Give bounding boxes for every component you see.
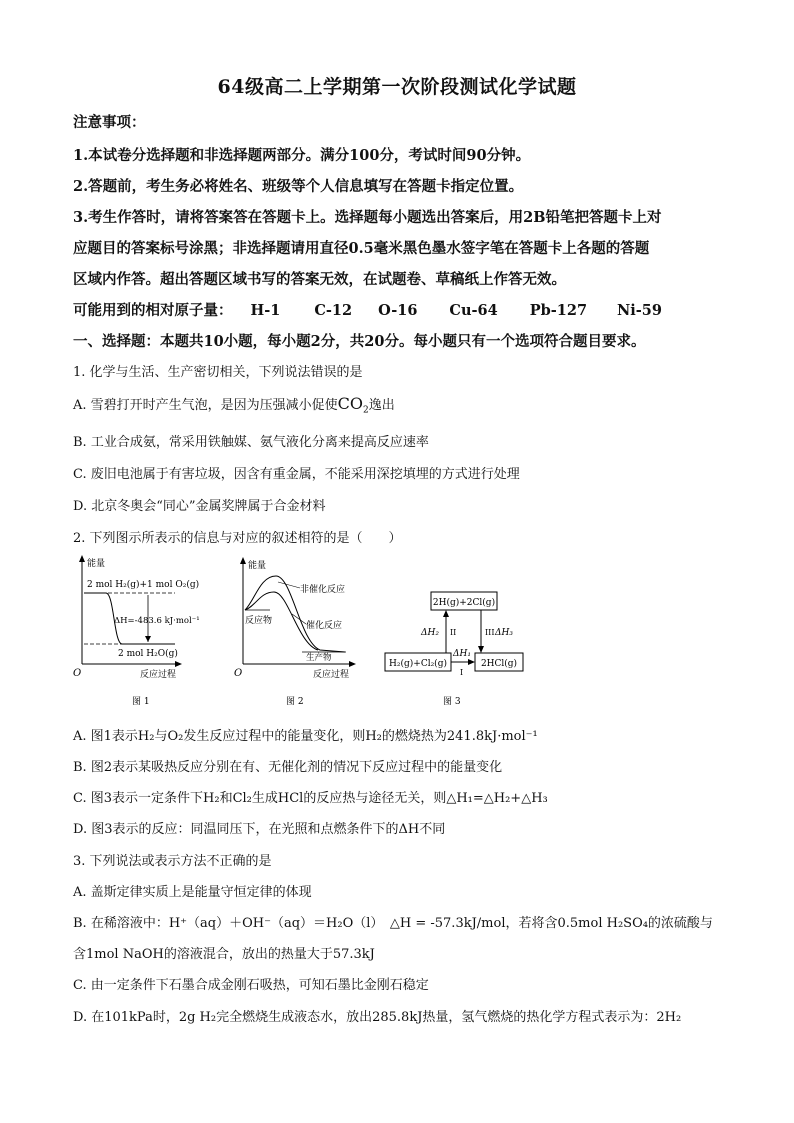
figure-2 — [234, 557, 356, 707]
fig2-uncat-pointer — [278, 582, 300, 588]
q2-option-c: C. 图3表示一定条件下H₂和Cl₂生成HCl的反应热与途径无关，则△H₁=△H₂+△H₃ — [73, 791, 548, 806]
fig1-xlabel: 反应过程 — [140, 670, 177, 680]
atom-c: C-12 — [314, 302, 353, 319]
fig3-r3: III — [485, 628, 495, 637]
q3-stem: 3. 下列说法或表示方法不正确的是 — [73, 854, 272, 869]
atom-h: H-1 — [250, 302, 281, 319]
fig3-r2: II — [450, 628, 457, 637]
q1-option-c: C. 废旧电池属于有害垃圾，因含有重金属，不能采用深挖填埋的方式进行处理 — [73, 467, 520, 482]
atom-o: O-16 — [378, 302, 418, 319]
q1-stem: 1. 化学与生活、生产密切相关，下列说法错误的是 — [73, 365, 363, 380]
atom-cu: Cu-64 — [449, 302, 498, 319]
fig3-caption: 图 3 — [443, 697, 461, 707]
fig3-dh3: ΔH₃ — [495, 628, 513, 638]
fig1-origin: O — [73, 668, 82, 679]
q1-option-d: D. 北京冬奥会“同心”金属奖牌属于合金材料 — [73, 499, 326, 514]
q3-option-d: D. 在101kPa时，2g H₂完全燃烧生成液态水，放出285.8kJ热量，氢气燃烧的热化学方程式表示为：2H₂ — [73, 1010, 682, 1025]
q2-stem: 2. 下列图示所表示的信息与对应的叙述相符的是（ ） — [73, 531, 402, 546]
fig3-path-2-arrow — [443, 610, 449, 617]
q1-option-a — [73, 394, 395, 416]
q1-a-pre: A. 雪碧打开时产生气泡，是因为压强减小促使 — [73, 398, 338, 413]
notice-item-3-cont-2: 区域内作答。超出答题区域书写的答案无效，在试题卷、草稿纸上作答无效。 — [73, 271, 566, 288]
fig2-caption: 图 2 — [286, 697, 304, 707]
fig2-ylabel: 能量 — [248, 561, 267, 571]
q1-a-co: CO — [337, 394, 364, 413]
fig1-y-arrow — [79, 555, 85, 562]
q1-option-b: B. 工业合成氨，常采用铁触媒、氨气液化分离来提高反应速率 — [73, 435, 429, 450]
atom-pb: Pb-127 — [529, 302, 588, 319]
fig2-y-arrow — [240, 557, 246, 564]
q2-figures — [70, 552, 540, 722]
fig1-top-label: 2 mol H₂(g)+1 mol O₂(g) — [87, 580, 200, 590]
q2-option-a: A. 图1表示H₂与O₂发生反应过程中的能量变化，则H₂的燃烧热为241.8kJ·mol⁻¹ — [73, 729, 538, 744]
notice-item-3: 3.考生作答时，请将答案答在答题卡上。选择题每小题选出答案后，用2B铅笔把答题卡上对 — [73, 209, 662, 226]
q2-figures-svg — [70, 552, 540, 722]
fig3-left-box-label: H₂(g)+Cl₂(g) — [389, 659, 447, 669]
atomic-masses-label: 可能用到的相对原子量： — [73, 302, 233, 319]
fig1-dh-label: ΔH=-483.6 kJ·mol⁻¹ — [114, 616, 200, 626]
q2-option-d: D. 图3表示的反应：同温同压下，在光照和点燃条件下的ΔH不同 — [73, 822, 446, 837]
fig1-ylabel: 能量 — [87, 559, 106, 569]
q3-option-c: C. 由一定条件下石墨合成金刚石吸热，可知石墨比金刚石稳定 — [73, 978, 429, 993]
fig3-dh1: ΔH₁ — [453, 649, 471, 659]
atomic-masses — [73, 299, 662, 320]
q2-option-b: B. 图2表示某吸热反应分别在有、无催化剂的情况下反应过程中的能量变化 — [73, 760, 503, 775]
notice-item-1: 1.本试卷分选择题和非选择题两部分。满分100分，考试时间90分钟。 — [73, 147, 531, 164]
q1-a-post: 逸出 — [368, 398, 395, 413]
atom-ni: Ni-59 — [617, 302, 662, 319]
fig2-x-arrow — [349, 661, 356, 667]
fig2-cat-label: 催化反应 — [306, 621, 343, 631]
figure-1 — [73, 555, 200, 707]
fig3-right-box-label: 2HCl(g) — [480, 659, 518, 669]
fig3-dh2: ΔH₂ — [421, 628, 439, 638]
fig1-bottom-label: 2 mol H₂O(g) — [118, 649, 178, 659]
q1-a-sub: 2 — [363, 405, 369, 416]
notice-item-3-cont-1: 应题目的答案标号涂黑；非选择题请用直径0.5毫米黑色墨水签字笔在答题卡上各题的答题 — [73, 240, 650, 257]
fig3-top-box-label: 2H(g)+2Cl(g) — [432, 598, 496, 608]
fig1-caption: 图 1 — [132, 697, 150, 707]
fig3-r1: I — [460, 668, 464, 677]
fig2-product-label: 生产物 — [306, 653, 332, 663]
fig2-reactant-label: 反应物 — [245, 616, 273, 626]
fig1-dh-arrow — [145, 636, 151, 642]
figure-3 — [385, 592, 523, 707]
fig3-path-1-arrow — [468, 659, 475, 665]
q3-option-b-cont: 含1mol NaOH的溶液混合，放出的热量大于57.3kJ — [73, 947, 375, 962]
fig2-origin: O — [234, 668, 243, 679]
fig2-xlabel: 反应过程 — [313, 670, 350, 680]
page-title: 64级高二上学期第一次阶段测试化学试题 — [217, 76, 577, 98]
fig2-uncat-label: 非催化反应 — [300, 585, 346, 595]
fig3-path-3-arrow — [478, 646, 484, 653]
fig1-x-arrow — [175, 661, 182, 667]
q3-option-a: A. 盖斯定律实质上是能量守恒定律的体现 — [73, 885, 312, 900]
section-1-heading: 一、选择题：本题共10小题，每小题2分，共20分。每小题只有一个选项符合题目要求。 — [73, 333, 646, 350]
notice-item-2: 2.答题前，考生务必将姓名、班级等个人信息填写在答题卡指定位置。 — [73, 178, 524, 195]
notice-heading: 注意事项： — [73, 114, 146, 131]
q3-option-b: B. 在稀溶液中：H⁺（aq）＋OH⁻（aq）＝H₂O（l） △H = -57.3kJ/mol，若将含0.5mol H₂SO₄的浓硫酸与 — [73, 916, 713, 931]
